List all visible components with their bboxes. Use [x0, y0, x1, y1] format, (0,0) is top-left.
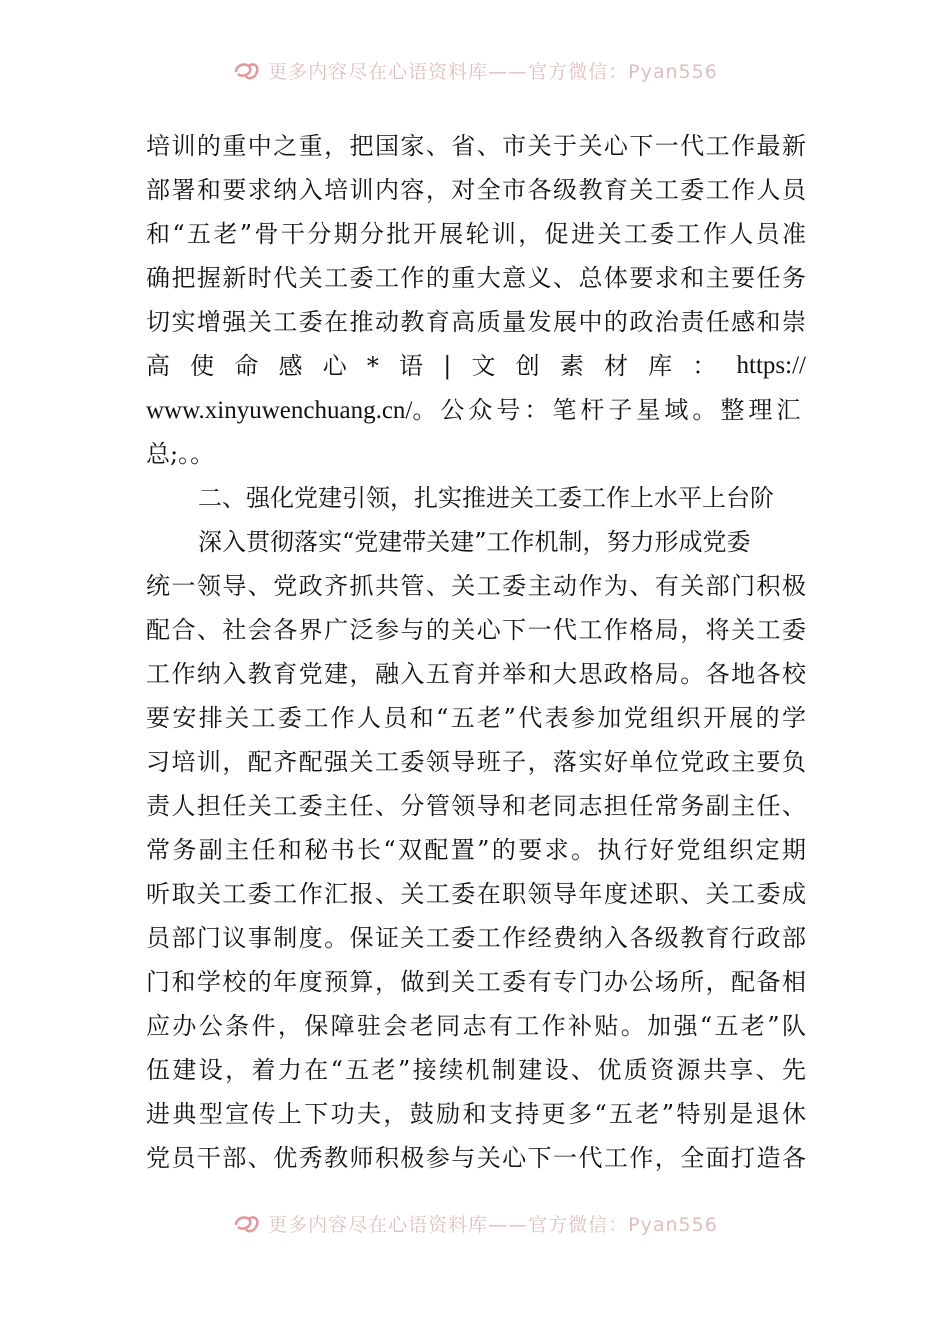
body-line: 进 典 型 宣 传 上 下 功 夫 ， 鼓 励 和 支 持 更 多 “ 五 老 ” 特 别 是 退 休	[146, 1100, 806, 1128]
body-line: 确 把 握 新 时 代 关 工 委 工 作 的 重 大 意 义 、 总 体 要 求 和 主 要 任 务	[146, 264, 806, 292]
body-line: 深入贯彻落实“党建带关建”工作机制，努力形成党委	[198, 528, 751, 556]
body-line-spaced: 高 使 命 感 心 * 语 | 文 创 素 材 库 ： https://	[146, 352, 806, 380]
logo-icon	[232, 58, 262, 82]
body-line: 党 员 干 部 、 优 秀 教 师 积 极 参 与 关 心 下 一 代 工 作 ， 全 面 打 造 各	[146, 1144, 806, 1172]
body-line: 培 训 的 重 中 之 重 ， 把 国 家 、 省 、 市 关 于 关 心 下 一 代 工 作 最 新	[146, 132, 806, 160]
section-heading: 二、强化党建引领，扎实推进关工委工作上水平上台阶	[198, 484, 774, 512]
body-line: 听 取 关 工 委 工 作 汇 报 、 关 工 委 在 职 领 导 年 度 述 职 、 关 工 委 成	[146, 880, 806, 908]
logo-icon	[232, 1211, 262, 1235]
body-line: 和 “ 五 老 ” 骨 干 分 期 分 批 开 展 轮 训 ， 促 进 关 工 委 工 作 人 员 准	[146, 220, 806, 248]
body-line: 习 培 训 ， 配 齐 配 强 关 工 委 领 导 班 子 ， 落 实 好 单 位 党 政 主 要 负	[146, 748, 806, 776]
body-line: 员 部 门 议 事 制 度 。 保 证 关 工 委 工 作 经 费 纳 入 各 级 教 育 行 政 部	[146, 924, 806, 952]
document-body	[146, 124, 806, 1180]
body-line: 工 作 纳 入 教 育 党 建 ， 融 入 五 育 并 举 和 大 思 政 格 局 。 各 地 各 校	[146, 660, 806, 688]
body-line: 部 署 和 要 求 纳 入 培 训 内 容 ， 对 全 市 各 级 教 育 关 工 委 工 作 人 员	[146, 176, 806, 204]
body-line: 统 一 领 导 、 党 政 齐 抓 共 管 、 关 工 委 主 动 作 为 、 有 关 部 门 积 极	[146, 572, 806, 600]
header-watermark-text: 更多内容尽在心语资料库——官方微信：Pyan556	[268, 60, 718, 83]
body-line-url: www.xinyuwenchuang.cn/。公众号：笔杆子星域。整理汇	[146, 396, 805, 424]
body-line: 门 和 学 校 的 年 度 预 算 ， 做 到 关 工 委 有 专 门 办 公 场 所 ， 配 备 相	[146, 968, 806, 996]
body-line: 要 安 排 关 工 委 工 作 人 员 和 “ 五 老 ” 代 表 参 加 党 组 织 开 展 的 学	[146, 704, 806, 732]
footer-watermark-text: 更多内容尽在心语资料库——官方微信：Pyan556	[268, 1213, 718, 1236]
body-line: 总;。。	[146, 440, 215, 468]
body-line: 切 实 增 强 关 工 委 在 推 动 教 育 高 质 量 发 展 中 的 政 治 责 任 感 和 崇	[146, 308, 806, 336]
header-watermark-banner	[0, 53, 950, 87]
body-line: 伍 建 设 ， 着 力 在 “ 五 老 ” 接 续 机 制 建 设 、 优 质 资 源 共 享 、 先	[146, 1056, 806, 1084]
body-line: 责 人 担 任 关 工 委 主 任 、 分 管 领 导 和 老 同 志 担 任 常 务 副 主 任 、	[146, 792, 806, 820]
body-line: 配 合 、 社 会 各 界 广 泛 参 与 的 关 心 下 一 代 工 作 格 局 ， 将 关 工 委	[146, 616, 806, 644]
body-line: 应 办 公 条 件 ， 保 障 驻 会 老 同 志 有 工 作 补 贴 。 加 强 “ 五 老 ” 队	[146, 1012, 806, 1040]
body-line: 常 务 副 主 任 和 秘 书 长 “ 双 配 置 ” 的 要 求 。 执 行 好 党 组 织 定 期	[146, 836, 806, 864]
footer-watermark-banner	[0, 1206, 950, 1240]
